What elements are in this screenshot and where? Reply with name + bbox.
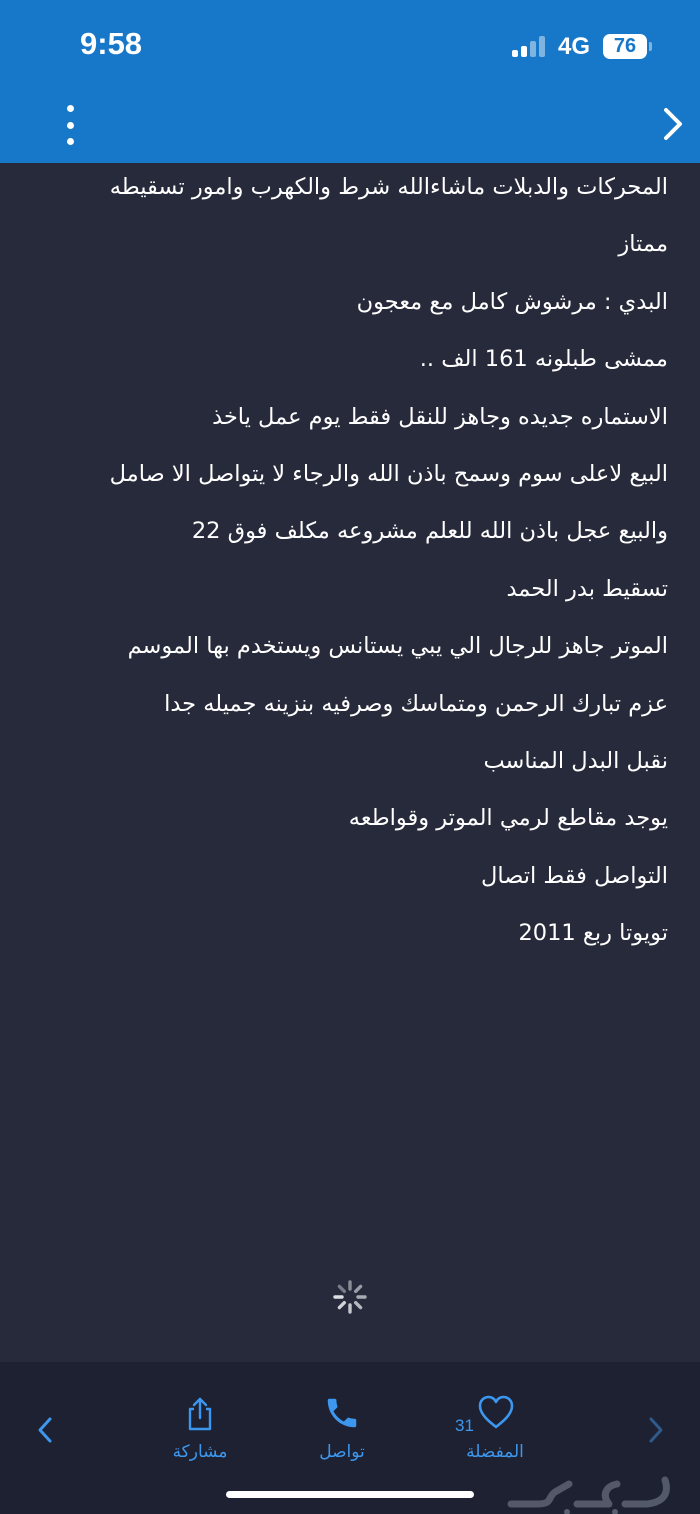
favorite-button[interactable] (445, 1392, 545, 1472)
favorite-count: 31 (455, 1416, 474, 1435)
description-line: الاستماره جديده وجاهز للنقل فقط يوم عمل ياخذ (212, 403, 668, 430)
home-indicator (226, 1491, 474, 1498)
description-line: الموتر جاهز للرجال الي يبي يستانس ويستخدم بها الموسم (127, 633, 668, 660)
battery-icon (603, 34, 647, 59)
description-line: البدي : مرشوش كامل مع معجون (356, 288, 668, 315)
chevron-left-icon[interactable] (34, 1414, 56, 1446)
top-header (0, 0, 700, 163)
haraj-logo (497, 1472, 677, 1514)
description-line: والبيع عجل باذن الله للعلم مشروعه مكلف فوق 22 (191, 518, 668, 545)
bottom-toolbar (0, 1362, 700, 1514)
contact-label: تواصل (319, 1442, 365, 1462)
description-line: ممشى طبلونه 161 الف .. (419, 346, 668, 373)
description-line: البيع لاعلى سوم وسمح باذن الله والرجاء لا يتواصل الا صامل (109, 460, 668, 487)
description-line: عزم تبارك الرحمن ومتماسك وصرفيه بنزينه جميله جدا (164, 690, 668, 717)
description-line: نقبل البدل المناسب (483, 747, 668, 774)
battery-tip (649, 42, 652, 51)
chevron-right-icon[interactable] (656, 102, 686, 146)
share-icon (185, 1396, 215, 1432)
favorite-label: المفضلة (466, 1442, 524, 1462)
signal-strength-icon (512, 35, 548, 57)
share-label: مشاركة (172, 1442, 228, 1462)
battery-level: 76 (613, 35, 637, 57)
heart-icon (476, 1394, 516, 1430)
kebab-icon[interactable] (58, 105, 82, 145)
description-line: التواصل فقط اتصال (481, 862, 668, 889)
description-line: المحركات والدبلات ماشاءالله شرط والكهرب وامور تسقيطه (109, 174, 668, 200)
description-line: تسقيط بدر الحمد (506, 575, 668, 602)
phone-icon (323, 1394, 361, 1432)
ad-description (0, 147, 700, 1362)
contact-button[interactable] (302, 1392, 382, 1472)
description-line: تويوتا ربع 2011 (518, 920, 668, 947)
description-line: يوجد مقاطع لرمي الموتر وقواطعه (348, 805, 668, 832)
loading-spinner-icon (331, 1278, 369, 1316)
description-lines (0, 147, 700, 962)
network-type: 4G (558, 33, 591, 60)
status-time: 9:58 (80, 26, 143, 61)
description-line: ممتاز (618, 231, 668, 258)
share-button[interactable] (160, 1392, 240, 1472)
chevron-right-icon[interactable] (645, 1414, 667, 1446)
